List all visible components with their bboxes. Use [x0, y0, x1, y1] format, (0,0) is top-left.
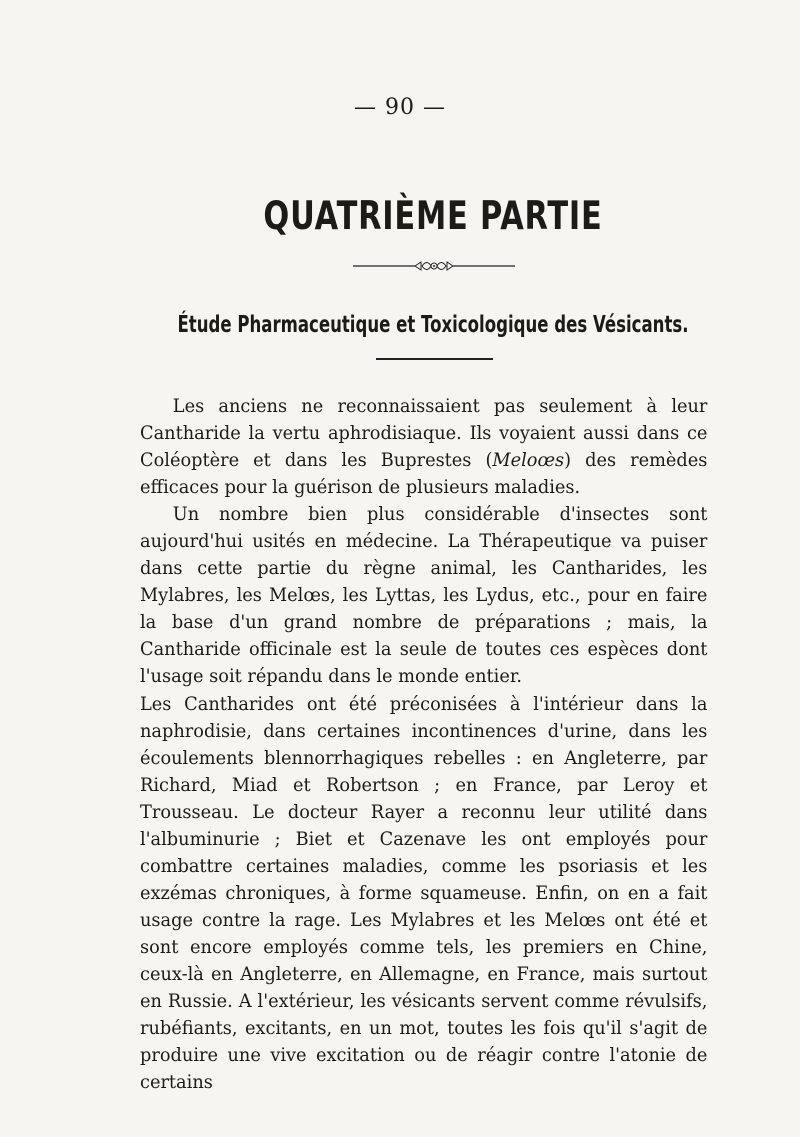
- page-number: — 90 —: [354, 95, 446, 120]
- part-title: QUATRIÈME PARTIE: [263, 194, 603, 239]
- paragraph-1: [140, 393, 707, 501]
- paragraph-3: Les Cantharides ont été préconisées à l'intérieur dans la naphrodisie, dans certaines incontinences d'urine, dans les écoulements blennorrhagiques rebelles : en Angleterre, par Richard, Miad et Robertson ; en France, par Leroy et Trousseau. Le docteur Rayer a reconnu leur utilité dans l'albuminurie ; Biet et Cazenave les ont employés pour combattre certaines maladies, comme les psoriasis et les exzémas chroniques, à forme squameuse. Enfin, on en a fait usage contre la rage. Les Mylabres et les Melœs ont été et sont encore employés comme tels, les premiers en Chine, ceux-là en Angleterre, en Allemagne, en France, mais surtout en Russie. A l'extérieur, les vésicants servent comme révulsifs, rubéfiants, excitants, en un mot, toutes les fois qu'il s'agit de produire une vive excitation ou de réagir contre l'atonie de certains: [140, 693, 708, 1094]
- body-text: [140, 393, 707, 1096]
- paragraph-1-part-b: ) des remèdes efficaces pour la guérison de plusieurs maladies.: [140, 450, 708, 499]
- paragraph-2: Un nombre bien plus considérable d'insectes sont aujourd'hui usités en médecine. La Thérapeutique va puiser dans cette partie du règne animal, les Cantharides, les Mylabres, les Melœs, les Lyttas, les Lydus, etc., pour en faire la base d'un grand nombre de préparations ; mais, la Cantharide officinale est la seule de toutes ces espèces dont l'usage soit répandu dans le monde entier.: [140, 504, 708, 688]
- paragraph-1-part-a: Les anciens ne reconnaissaient pas seulement à leur Cantharide la vertu aphrodisiaque. Ils voyaient aussi dans ce Coléoptère et dans les Buprestes (: [140, 396, 708, 472]
- paragraph-1-italic: Meloœs: [492, 450, 565, 472]
- horizontal-rule: [376, 358, 493, 360]
- section-subtitle: Étude Pharmaceutique et Toxicologique des Vésicants.: [177, 312, 689, 338]
- ornament-divider: [353, 256, 515, 276]
